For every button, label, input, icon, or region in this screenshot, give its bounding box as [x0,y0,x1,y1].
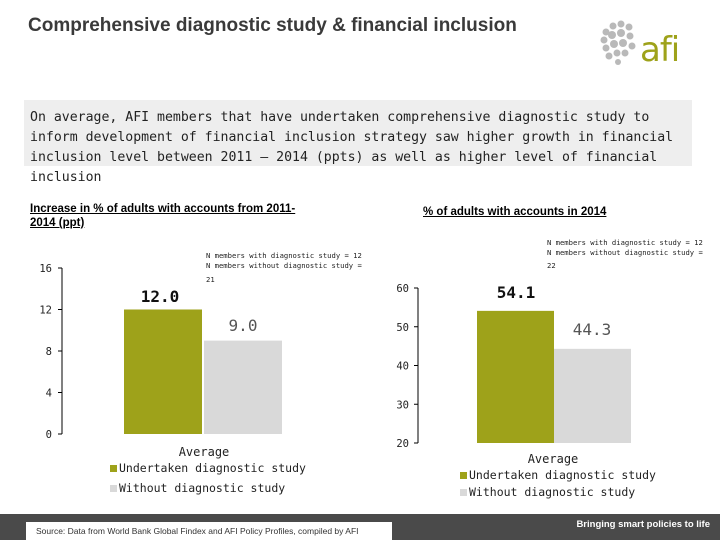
logo-text: afi [640,30,680,70]
chart-2-legend-label: Undertaken diagnostic study [469,468,656,482]
chart-2-y-tick-label: 50 [396,321,409,334]
chart-1-n-note: 21 [206,275,215,284]
chart-2-data-label-without: 44.3 [572,320,612,339]
chart-2-n-note: 22 [547,261,556,270]
chart-2-legend-swatch [460,489,467,496]
chart-2-data-label-undertaken: 54.1 [496,283,536,302]
chart-1-legend-label: Undertaken diagnostic study [119,461,306,475]
footer-bar [0,514,720,540]
chart-2-title: % of adults with accounts in 2014 [423,206,607,218]
chart-1-data-label-without: 9.0 [228,316,258,335]
chart-2-n-note: N members without diagnostic study = [547,248,703,257]
chart-2-y-tick-label: 40 [396,360,409,373]
chart-2-y-tick-label: 60 [396,283,409,295]
chart-1-y-tick-label: 8 [45,346,52,358]
chart-1-bar-without [204,341,282,434]
chart-1-title: Increase in % of adults with accounts from 2011-2014 (ppt) [30,203,296,229]
chart-1-legend-label: Without diagnostic study [119,481,286,495]
chart-2-legend-label: Without diagnostic study [469,485,636,499]
chart-1-n-note: N members with diagnostic study = 12 [206,251,362,260]
chart-2-category-label: Average [527,452,579,466]
chart-1-category-label: Average [178,445,230,459]
chart-1-y-tick-label: 16 [39,263,52,275]
chart-1-y-tick-label: 4 [45,387,52,400]
chart-2-bar-undertaken [477,311,554,443]
chart-1-legend-swatch [110,485,117,492]
page-title: Comprehensive diagnostic study & financial inclusion [28,15,517,36]
chart-1-n-note: N members without diagnostic study = [206,261,362,270]
chart-1-y-tick-label: 12 [39,304,52,317]
chart-1-legend-swatch [110,465,117,472]
chart-2-y-tick-label: 20 [396,438,409,450]
summary-text: On average, AFI members that have undertaken comprehensive diagnostic study to inform development of financial inclusion strategy saw higher growth in financial inclusion level between 2011 – 2014 (ppts) as well as higher level of financial inclusion [24,100,692,166]
tagline: Bringing smart policies to life [576,519,710,530]
chart-2-legend-swatch [460,472,467,479]
chart-2-bar-without [554,349,631,443]
chart-1-data-label-undertaken: 12.0 [140,287,180,306]
chart-1-y-tick-label: 0 [45,429,52,441]
source-note: Source: Data from World Bank Global Findex and AFI Policy Profiles, compiled by AFI [26,522,392,540]
chart-1-bar-undertaken [124,310,202,435]
chart-2-n-note: N members with diagnostic study = 12 [547,238,703,247]
chart-2-y-tick-label: 30 [396,399,409,412]
